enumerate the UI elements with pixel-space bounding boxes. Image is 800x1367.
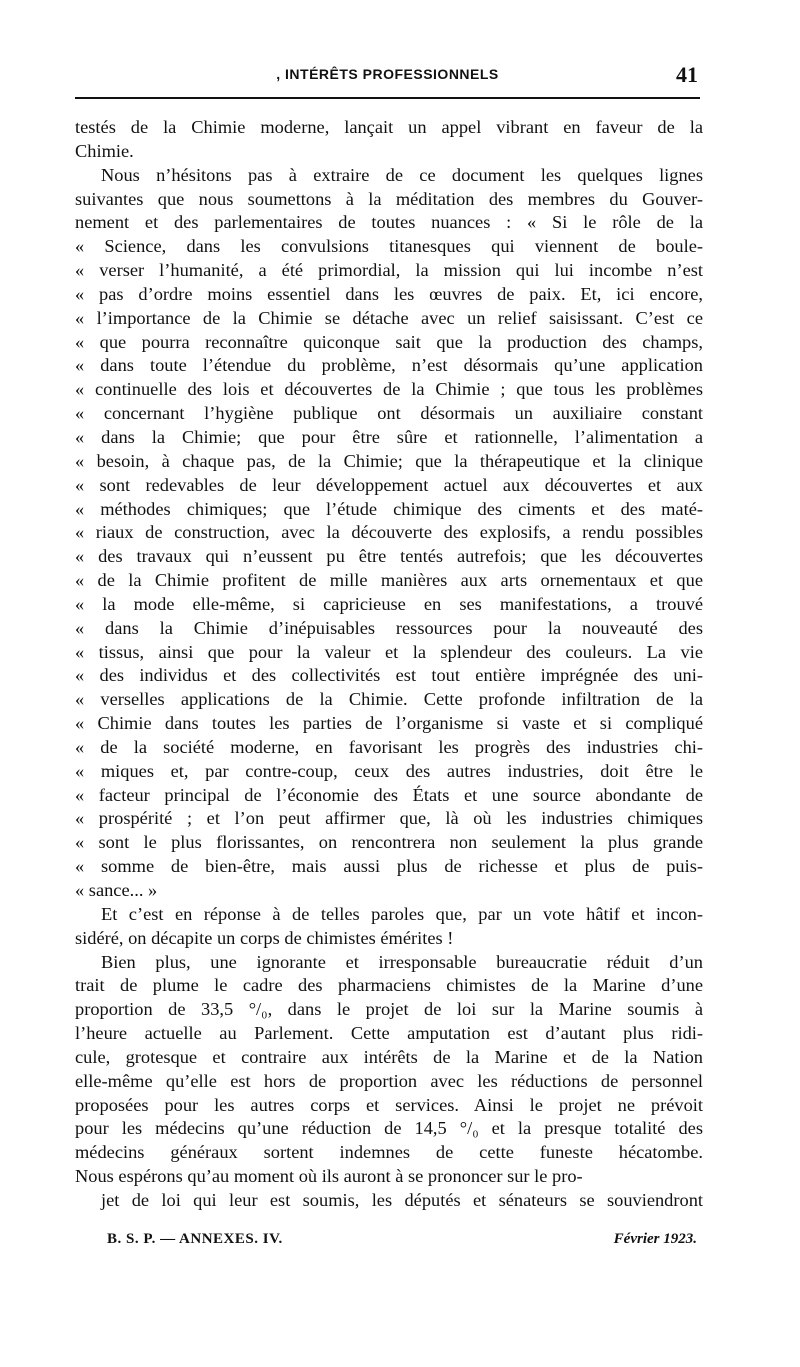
text-line: « des individus et des collectivités est tout entière imprégnée des uni- <box>75 665 703 686</box>
text-line: « dans la Chimie; que pour être sûre et rationnelle, l’alimentation a <box>75 426 703 447</box>
running-header <box>75 62 700 92</box>
text-line: Nous n’hésitons pas à extraire de ce document les quelques lignes <box>101 164 703 185</box>
text-line: « somme de bien-être, mais aussi plus de richesse et plus de puis- <box>75 856 703 877</box>
text-line: « miques et, par contre-coup, ceux des autres industries, doit être le <box>75 760 703 781</box>
text-line: « la mode elle-même, si capricieuse en ses manifestations, a trouvé <box>75 593 703 614</box>
text-line: jet de loi qui leur est soumis, les députés et sénateurs se souviendront <box>101 1189 703 1210</box>
text-line: « méthodes chimiques; que l’étude chimique des ciments et des maté- <box>75 498 703 519</box>
text-line: « Chimie dans toutes les parties de l’organisme si vaste et si compliqué <box>75 713 703 734</box>
page-number: 41 <box>676 62 698 87</box>
header-rule <box>75 97 700 99</box>
text-line: sidéré, on décapite un corps de chimistes émérites ! <box>75 927 454 948</box>
text-line: « verselles applications de la Chimie. Cette profonde infiltration de la <box>75 689 703 710</box>
text-line: pour les médecins qu’une réduction de 14,5 °/₀ et la presque totalité des <box>75 1118 703 1139</box>
text-line: Nous espérons qu’au moment où ils auront à se prononcer sur le pro- <box>75 1166 583 1187</box>
text-line: elle-même qu’elle est hors de proportion avec les réductions de personnel <box>75 1070 703 1091</box>
text-line: « besoin, à chaque pas, de la Chimie; que la thérapeutique et la clinique <box>75 450 703 471</box>
text-line: médecins généraux sortent indemnes de cette funeste hécatombe. <box>75 1142 703 1163</box>
text-line: « continuelle des lois et découvertes de la Chimie ; que tous les problèmes <box>75 379 703 400</box>
text-line: Et c’est en réponse à de telles paroles que, par un vote hâtif et incon- <box>101 903 703 924</box>
text-line: « riaux de construction, avec la découverte des explosifs, a rendu possibles <box>75 522 703 543</box>
text-line: « facteur principal de l’économie des États et une source abondante de <box>75 784 703 805</box>
text-line: « sance... » <box>75 880 158 900</box>
text-line: « sont redevables de leur développement actuel aux découvertes et aux <box>75 474 703 495</box>
text-line: « de la Chimie profitent de mille manières aux arts ornementaux et que <box>75 570 703 591</box>
text-line: suivantes que nous soumettons à la méditation des membres du Gouver- <box>75 188 703 209</box>
text-line: proportion de 33,5 °/₀, dans le projet de loi sur la Marine soumis à <box>75 999 703 1020</box>
text-line: proposées pour les autres corps et services. Ainsi le projet ne prévoit <box>75 1094 703 1115</box>
text-line: « des travaux qui n’eussent pu être tentés autrefois; que les découvertes <box>75 546 703 567</box>
text-line: « dans toute l’étendue du problème, n’est désormais qu’une application <box>75 355 703 376</box>
text-line: cule, grotesque et contraire aux intérêts de la Marine et de la Nation <box>75 1046 703 1067</box>
text-line: « sont le plus florissantes, on rencontrera non seulement la plus grande <box>75 832 703 853</box>
footer-signature: B. S. P. — ANNEXES. IV. <box>107 1231 283 1247</box>
text-line: nement et des parlementaires de toutes nuances : « Si le rôle de la <box>75 212 703 233</box>
text-line: Chimie. <box>75 140 134 161</box>
footer-date: Février 1923. <box>613 1231 697 1247</box>
text-line: Bien plus, une ignorante et irresponsable bureaucratie réduit d’un <box>101 951 703 972</box>
text-line: « que pourra reconnaître quiconque sait que la production des champs, <box>75 331 703 352</box>
text-line: « tissus, ainsi que pour la valeur et la splendeur des couleurs. La vie <box>75 641 703 662</box>
text-line: « Science, dans les convulsions titanesques qui viennent de boule- <box>75 236 703 257</box>
text-line: « de la société moderne, en favorisant les progrès des industries chi- <box>75 736 703 757</box>
text-line: « l’importance de la Chimie se détache avec un relief saisissant. C’est ce <box>75 307 703 328</box>
page-footer <box>75 1231 703 1255</box>
text-line: testés de la Chimie moderne, lançait un appel vibrant en faveur de la <box>75 117 703 137</box>
text-line: l’heure actuelle au Parlement. Cette amputation est d’autant plus ridi- <box>75 1023 703 1044</box>
text-line: « pas d’ordre moins essentiel dans les œuvres de paix. Et, ici encore, <box>75 283 703 304</box>
body-text <box>75 116 703 1213</box>
text-line: « verser l’humanité, a été primordial, la mission qui lui incombe n’est <box>75 260 703 281</box>
running-header-title: , INTÉRÊTS PROFESSIONNELS <box>276 66 499 82</box>
text-line: « concernant l’hygiène publique ont désormais un auxiliaire constant <box>75 403 703 424</box>
text-line: trait de plume le cadre des pharmaciens chimistes de la Marine d’une <box>75 975 703 996</box>
text-line: « dans la Chimie d’inépuisables ressources pour la nouveauté des <box>75 617 703 638</box>
text-line: « prospérité ; et l’on peut affirmer que, là où les industries chimiques <box>75 808 703 829</box>
